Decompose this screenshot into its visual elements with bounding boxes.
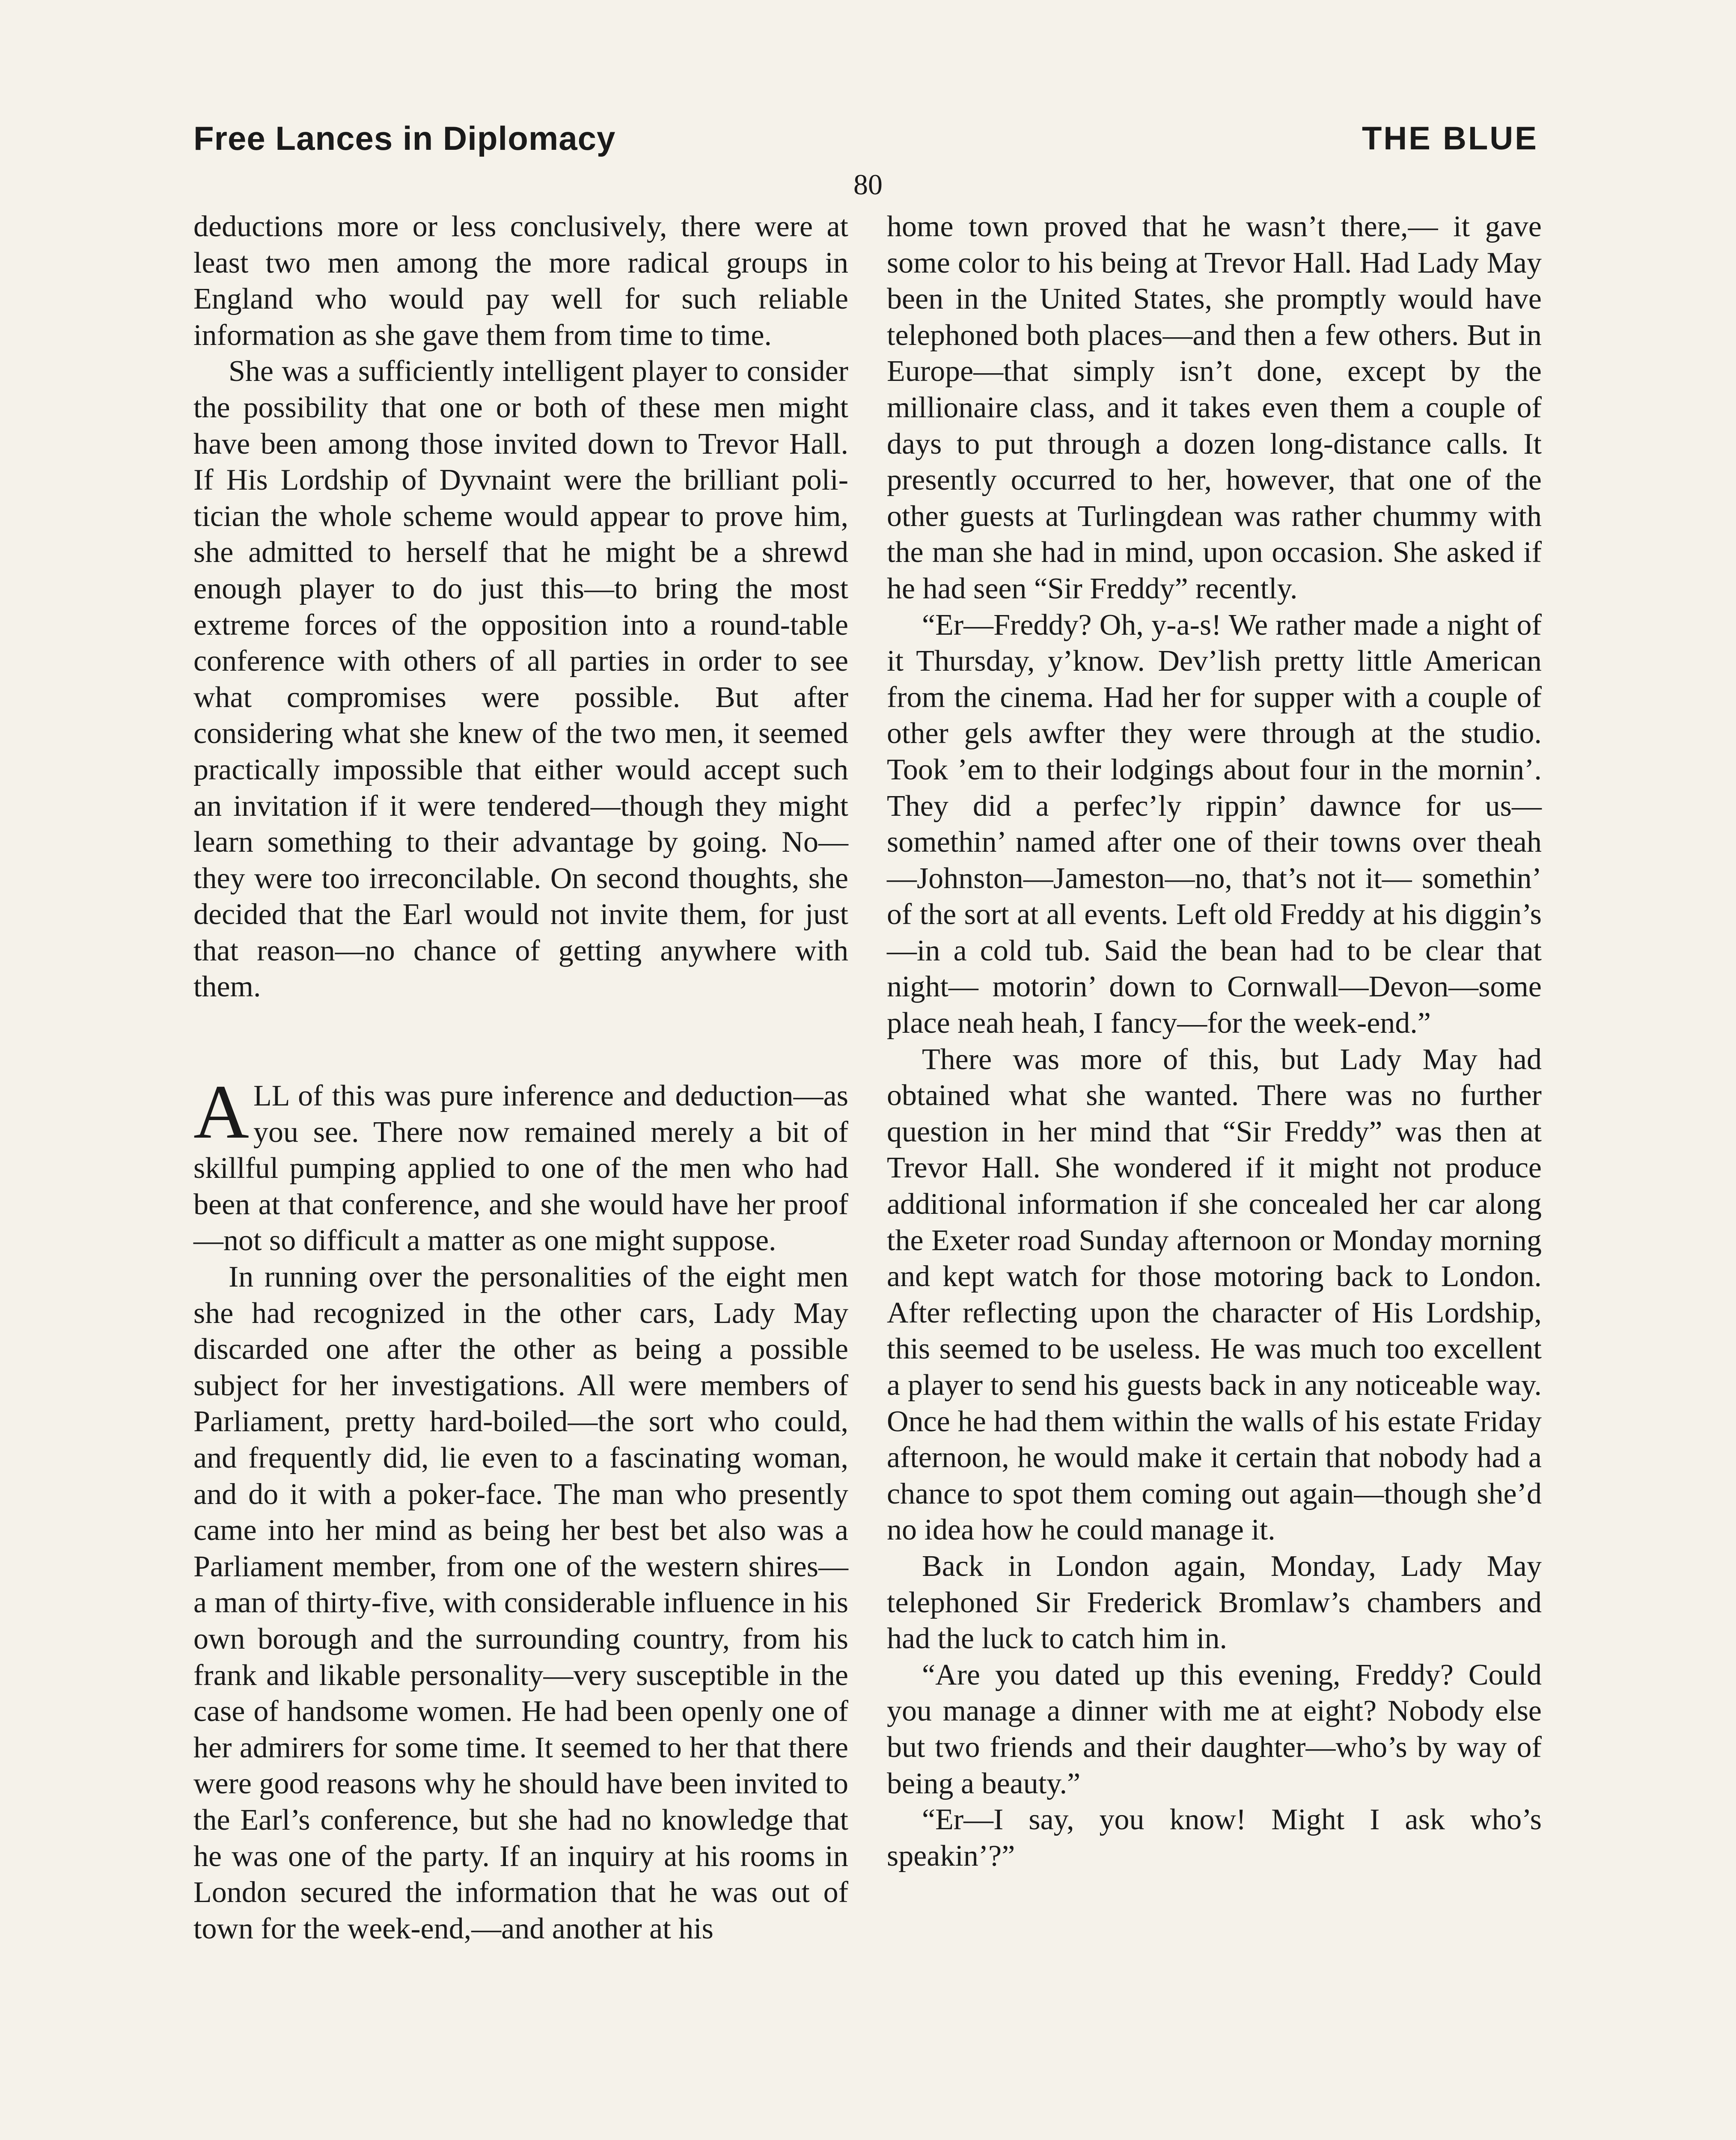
section-break: [193, 1005, 848, 1078]
paragraph: She was a sufficiently intelligent player to consider the possibility that one or both of these men might have been among those invited down to Trevor Hall. If His Lordship of Dyvnaint were the brilliant politician the whole scheme would appear to prove him, she admitted to herself that he might be a shrewd enough player to do just this—to bring the most extreme forces of the opposition into a round-table conference with others of all parties in order to see what compromises were possible. But after considering what she knew of the two men, it seemed practically impossible that either would accept such an invitation if it were tendered—though they might learn something to their advantage by going. No—they were too irreconcilable. On second thoughts, she decided that the Earl would not invite them, for just that reason—no chance of getting anywhere with them.: [193, 355, 848, 1004]
paragraph: There was more of this, but Lady May had obtained what she wanted. There was no further question in her mind that “Sir Freddy” was then at Trevor Hall. She wondered if it might not produce additional information if she concealed her car along the Exeter road Sunday afternoon or Monday morning and kept watch for those motoring back to London. After reflecting upon the character of His Lordship, this seemed to be useless. He was much too excellent a player to send his guests back in any noticeable way. Once he had them within the walls of his estate Friday afternoon, he would make it certain that nobody had a chance to spot them coming out again—though she’d no idea how he could manage it.: [887, 1043, 1542, 1547]
right-column: [887, 209, 1542, 1874]
drop-cap: A: [193, 1069, 249, 1155]
paragraph: home town proved that he wasn’t there,— it gave some color to his being at Trevor Hall. Had Lady May been in the United States, she promptly would have telephoned both places—and then a few others. But in Europe—that simply isn’t done, except by the millionaire class, and it takes even them a couple of days to put through a dozen long-distance calls. It presently occurred to her, however, that one of the other guests at Turlingdean was rather chummy with the man she had in mind, upon occasion. She asked if he had seen “Sir Freddy” recently.: [887, 210, 1542, 605]
left-column: [193, 209, 848, 1947]
paragraph: “Er—Freddy? Oh, y-a-s! We rather made a night of it Thursday, y’know. Dev’lish pretty little American from the cinema. Had her for supper with a couple of other gels awfter they were through at the studio. Took ’em to their lodgings about four in the mornin’. They did a perfec’ly rippin’ dawnce for us—somethin’ named after one of their towns over theah —Johnston—Jameston—no, that’s not it— somethin’ of the sort at all events. Left old Freddy at his diggin’s—in a cold tub. Said the bean had to be clear that night— motorin’ down to Cornwall—Devon—some place neah heah, I fancy—for the week-end.”: [887, 608, 1542, 1040]
paragraph-with-dropcap: [193, 1069, 848, 1259]
paragraph: deductions more or less conclusively, there were at least two men among the more radical groups in England who would pay well for such reliable information as she gave them from time to time.: [193, 210, 848, 352]
paragraph: “Er—I say, you know! Might I ask who’s speakin’?”: [887, 1803, 1542, 1872]
paragraph: “Are you dated up this evening, Freddy? Could you manage a dinner with me at eight? Nobody else but two friends and their daughter—who’s by way of being a beauty.”: [887, 1658, 1542, 1800]
paragraph: In running over the personalities of the eight men she had recognized in the other cars, Lady May discarded one after the other as being a possible subject for her investigations. All were members of Parliament, pretty hard-boiled—the sort who could, and frequently did, lie even to a fascinating woman, and do it with a poker-face. The man who presently came into her mind as being her best bet also was a Parliament member, from one of the western shires—a man of thirty-five, with considerable influence in his own borough and the surrounding country, from his frank and likable personality—very susceptible in the case of handsome women. He had been openly one of her admirers for some time. It seemed to her that there were good reasons why he should have been invited to the Earl’s conference, but she had no knowledge that he was one of the party. If an inquiry at his rooms in London secured the information that he was out of town for the week-end,—and another at his: [193, 1260, 848, 1945]
paragraph-text: LL of this was pure inference and deduction—as you see. There now remained merely a bit of skillful pumping applied to one of the men who had been at that conference, and she would have her proof—not so difficult a matter as one might suppose.: [193, 1079, 848, 1257]
story-title: Free Lances in Diplomacy: [193, 119, 616, 157]
page-number: 80: [853, 168, 883, 201]
paragraph: Back in London again, Monday, Lady May telephoned Sir Frederick Bromlaw’s chambers and had the luck to catch him in.: [887, 1549, 1542, 1656]
magazine-name: THE BLUE: [1362, 120, 1538, 157]
